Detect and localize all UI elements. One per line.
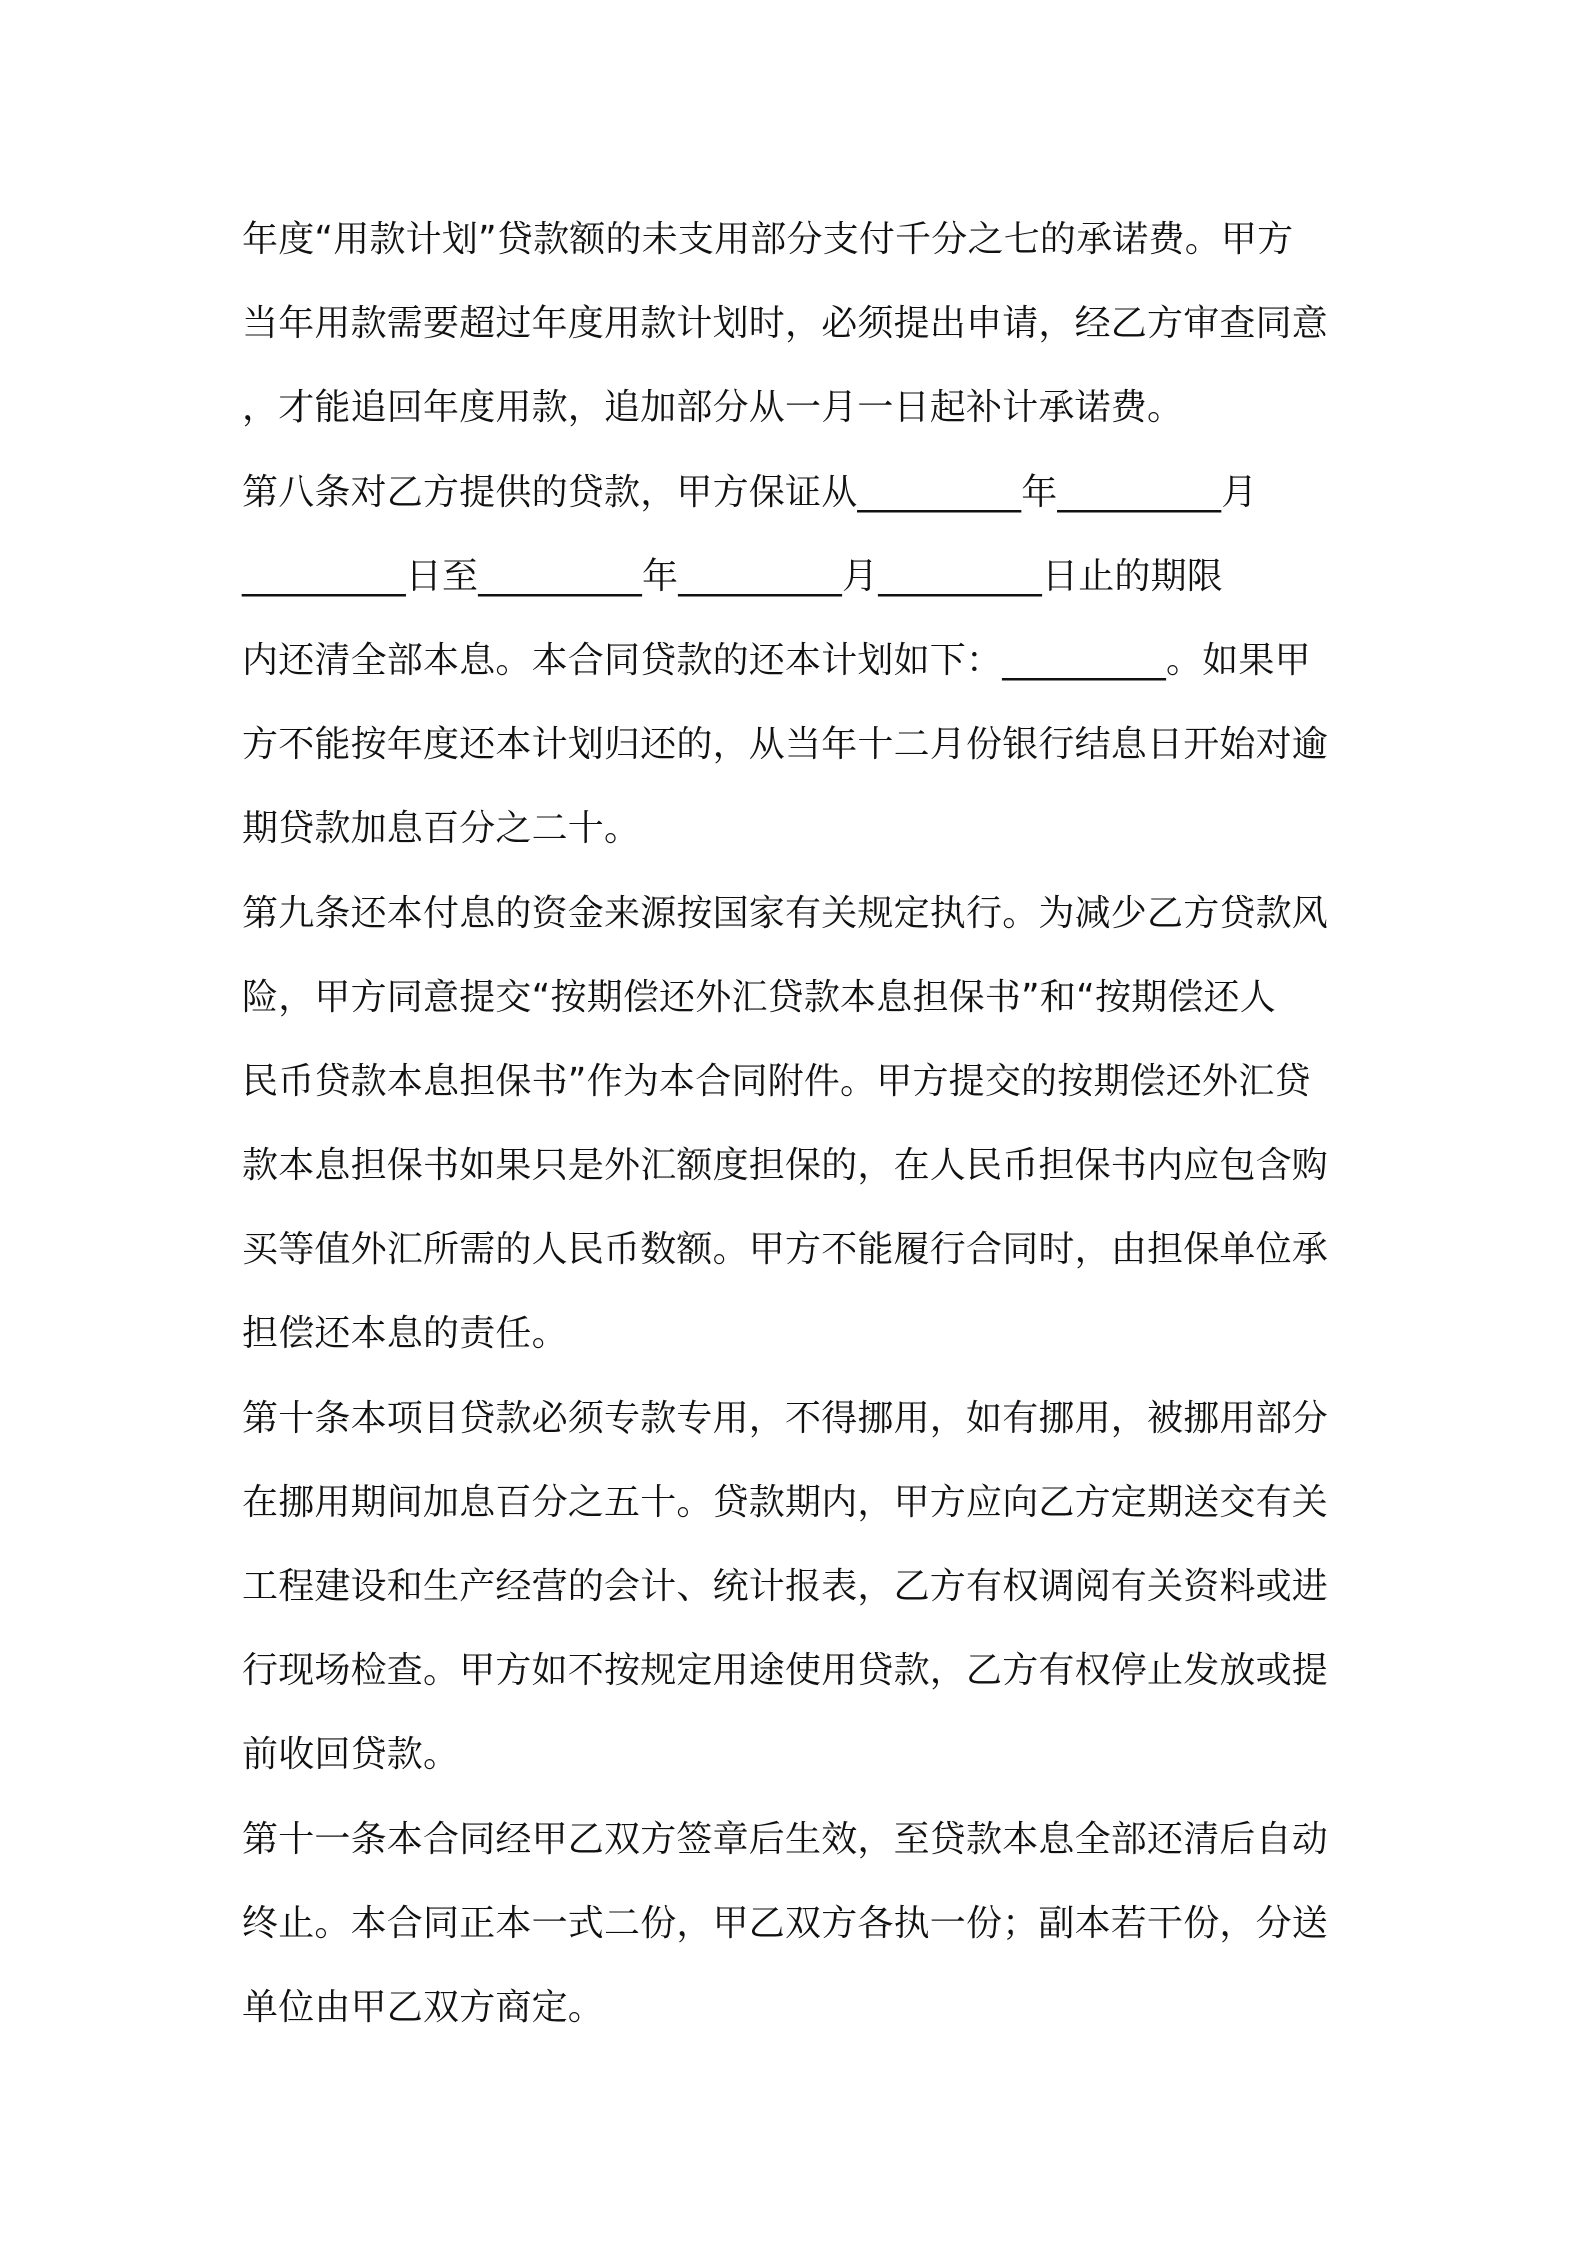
text-line: 内还清全部本息。本合同贷款的还本计划如下：_________。如果甲 <box>242 639 1311 681</box>
text-line: 当年用款需要超过年度用款计划时，必须提出申请，经乙方审查同意 <box>242 303 1329 345</box>
text-line: 终止。本合同正本一式二份，甲乙双方各执一份；副本若干份，分送 <box>242 1902 1329 1944</box>
text-line: _________日至_________年_________月_________日止的期限 <box>242 555 1223 597</box>
text-line: 第八条对乙方提供的贷款，甲方保证从_________年_________月 <box>242 471 1258 513</box>
text-line: 第九条还本付息的资金来源按国家有关规定执行。为减少乙方贷款风 <box>242 892 1329 934</box>
text-line: 行现场检查。甲方如不按规定用途使用贷款，乙方有权停止发放或提 <box>242 1650 1329 1692</box>
text-line: 前收回贷款。 <box>242 1734 460 1776</box>
text-line: 期贷款加息百分之二十。 <box>242 808 641 850</box>
text-line: 第十一条本合同经甲乙双方签章后生效，至贷款本息全部还清后自动 <box>242 1818 1329 1860</box>
text-line: 在挪用期间加息百分之五十。贷款期内，甲方应向乙方定期送交有关 <box>242 1481 1329 1523</box>
text-line: 单位由甲乙双方商定。 <box>242 1986 605 2028</box>
text-line: 担偿还本息的责任。 <box>242 1313 568 1355</box>
text-line: 买等值外汇所需的人民币数额。甲方不能履行合同时，由担保单位承 <box>242 1229 1329 1271</box>
text-line: 年度“用款计划”贷款额的未支用部分支付千分之七的承诺费。甲方 <box>242 219 1294 260</box>
text-line: 第十条本项目贷款必须专款专用，不得挪用，如有挪用，被挪用部分 <box>242 1397 1329 1439</box>
document-body <box>242 198 1362 2050</box>
text-line: 险，甲方同意提交“按期偿还外汇贷款本息担保书”和“按期偿还人 <box>242 976 1276 1018</box>
text-line: 款本息担保书如果只是外汇额度担保的，在人民币担保书内应包含购 <box>242 1145 1329 1187</box>
text-line: ，才能追回年度用款，追加部分从一月一日起补计承诺费。 <box>242 387 1184 429</box>
text-line: 民币贷款本息担保书”作为本合同附件。甲方提交的按期偿还外汇贷 <box>242 1060 1311 1102</box>
text-line: 工程建设和生产经营的会计、统计报表，乙方有权调阅有关资料或进 <box>242 1566 1329 1607</box>
text-line: 方不能按年度还本计划归还的，从当年十二月份银行结息日开始对逾 <box>242 724 1329 766</box>
